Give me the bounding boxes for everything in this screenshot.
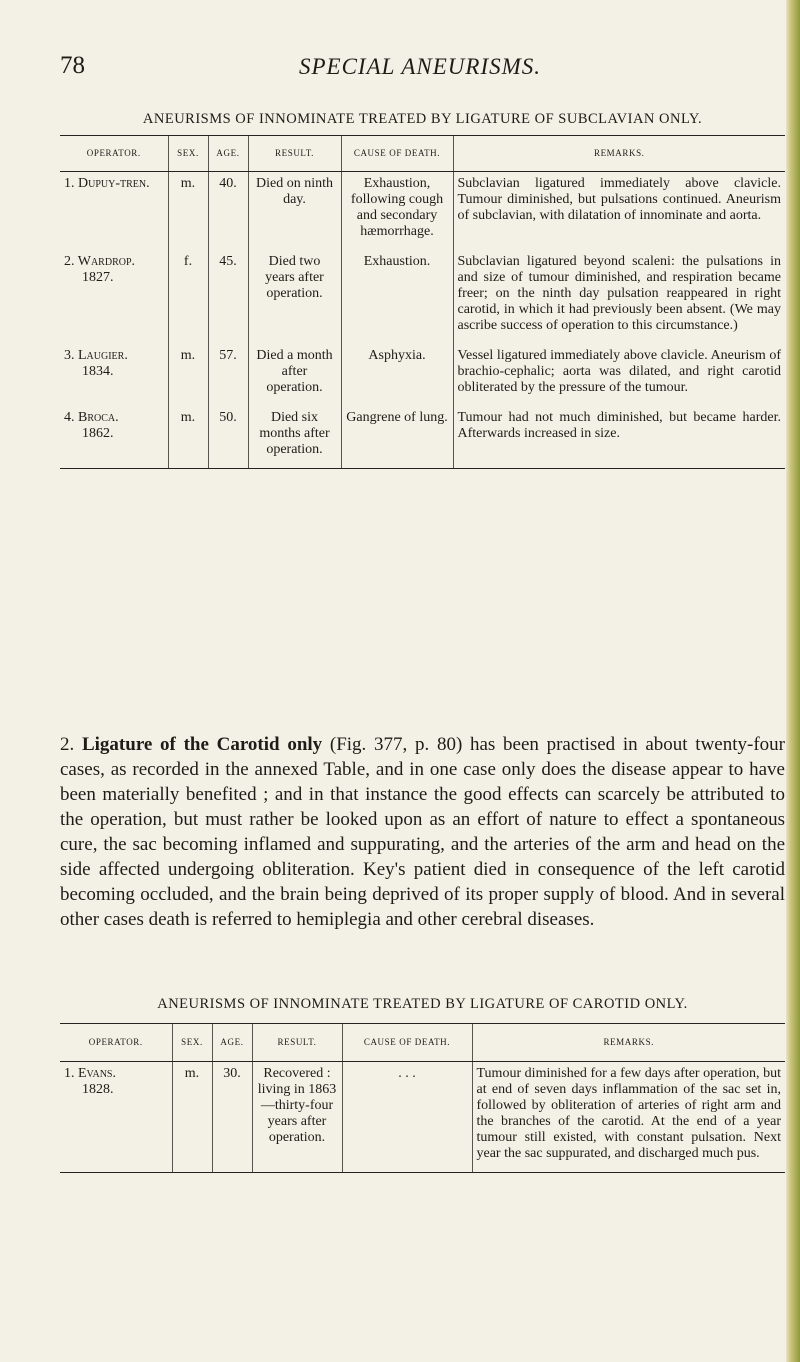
result-cell: Died on ninth day. (248, 172, 341, 251)
page-header (60, 52, 780, 92)
operator-year: 1827. (82, 270, 114, 285)
table1-caption: ANEURISMS OF INNOMINATE TREATED BY LIGATURE OF SUBCLAVIAN ONLY. (142, 111, 703, 127)
cause-cell: Gangrene of lung. (341, 406, 453, 469)
remarks-cell: Subclavian ligatured beyond scaleni: the pulsations in and size of tumour diminished, and respiration became freer; on the ninth day pulsation reappeared in right carotid, in which it had previously been absent. (We may ascribe success of operation to this circumstance.) (453, 250, 785, 344)
cause-cell: . . . (342, 1062, 472, 1173)
sex-cell: m. (172, 1062, 212, 1173)
operator-year: 1834. (82, 364, 114, 379)
remarks-cell: Tumour had not much diminished, but became harder. Afterwards increased in size. (453, 406, 785, 469)
operator-name: 1. Evans. (64, 1066, 116, 1081)
table-row (60, 172, 785, 251)
page-number: 78 (60, 52, 85, 79)
table2-header-cause: CAUSE OF DEATH. (342, 1024, 472, 1062)
table1-header-sex: SEX. (168, 136, 208, 172)
operator-cell (60, 250, 168, 344)
table2-header-row (60, 1024, 785, 1062)
operator-cell (60, 344, 168, 406)
result-cell: Died two years after operation. (248, 250, 341, 344)
table-row (60, 1062, 785, 1173)
running-title: SPECIAL ANEURISMS. (298, 54, 542, 79)
remarks-cell: Subclavian ligatured immediately above clavicle. Tumour diminished, but pulsations continued. Aneurism of subclavian, with dilatation of innominate and aorta. (453, 172, 785, 251)
operator-name: 3. Laugier. (64, 348, 128, 363)
age-cell: 50. (208, 406, 248, 469)
cause-cell: Exhaustion. (341, 250, 453, 344)
remarks-cell: Tumour diminished for a few days after operation, but at end of seven days inflammation of the sac set in, followed by obliteration of arteries of right arm and the branches of the carotid. At the end of a year tumour still existed, with constant pulsation. Next year the sac suppurated, and discharged much pus. (472, 1062, 785, 1173)
table1-header-operator: OPERATOR. (60, 136, 168, 172)
operator-year: 1862. (82, 426, 114, 441)
operator-cell (60, 406, 168, 469)
sex-cell: m. (168, 406, 208, 469)
page-edge (786, 0, 800, 1362)
paragraph-heading: Ligature of the Carotid only (81, 734, 323, 755)
table2-caption: ANEURISMS OF INNOMINATE TREATED BY LIGATURE OF CAROTID ONLY. (157, 996, 688, 1012)
sex-cell: m. (168, 344, 208, 406)
operator-name: 2. Wardrop. (64, 254, 136, 269)
table1-header-age: AGE. (208, 136, 248, 172)
table2-header-remarks: REMARKS. (472, 1024, 785, 1062)
table1-header-remarks: REMARKS. (453, 136, 785, 172)
table-row (60, 250, 785, 344)
table2 (60, 1023, 785, 1173)
table2-header-sex: SEX. (172, 1024, 212, 1062)
age-cell: 40. (208, 172, 248, 251)
sex-cell: m. (168, 172, 208, 251)
operator-cell (60, 172, 168, 251)
cause-cell: Asphyxia. (341, 344, 453, 406)
age-cell: 45. (208, 250, 248, 344)
table1 (60, 135, 785, 469)
table1-header-result: RESULT. (248, 136, 341, 172)
table2-header-age: AGE. (212, 1024, 252, 1062)
paragraph-text: (Fig. 377, p. 80) has been practised in about twenty-four cases, as recorded in the annexed Table, and in one case only does the disease appear to have been materially benefited ; and in that instance the good effects can scarcely be attributed to the operation, but must rather be looked upon as an effort of nature to effect a spontaneous cure, the sac becoming inflamed and suppurating, and the arteries of the arm and head on the side affected undergoing obliteration. Key's patient died in consequence of the left carotid becoming occluded, and the brain being deprived of its proper supply of blood. And in several other cases death is referred to hemiplegia and other cerebral diseases. (60, 734, 785, 930)
cause-cell: Exhaustion, following cough and secondary hæmorrhage. (341, 172, 453, 251)
age-cell: 30. (212, 1062, 252, 1173)
table1-header-cause: CAUSE OF DEATH. (341, 136, 453, 172)
table-row (60, 344, 785, 406)
table1-header-row (60, 136, 785, 172)
sex-cell: f. (168, 250, 208, 344)
paragraph-number: 2. (60, 734, 75, 755)
table2-header-result: RESULT. (252, 1024, 342, 1062)
operator-name: 1. Dupuy-tren. (64, 176, 150, 191)
result-cell: Died a month after operation. (248, 344, 341, 406)
age-cell: 57. (208, 344, 248, 406)
result-cell: Recovered : living in 1863 —thirty-four years after operation. (252, 1062, 342, 1173)
operator-cell (60, 1062, 172, 1173)
operator-year: 1828. (82, 1082, 114, 1097)
remarks-cell: Vessel ligatured immediately above clavicle. Aneurism of brachio-cephalic; aorta was dilated, and right carotid obliterated by the pressure of the tumour. (453, 344, 785, 406)
result-cell: Died six months after operation. (248, 406, 341, 469)
paragraph (60, 732, 785, 932)
operator-name: 4. Broca. (64, 410, 119, 425)
table-row (60, 406, 785, 469)
table2-header-operator: OPERATOR. (60, 1024, 172, 1062)
